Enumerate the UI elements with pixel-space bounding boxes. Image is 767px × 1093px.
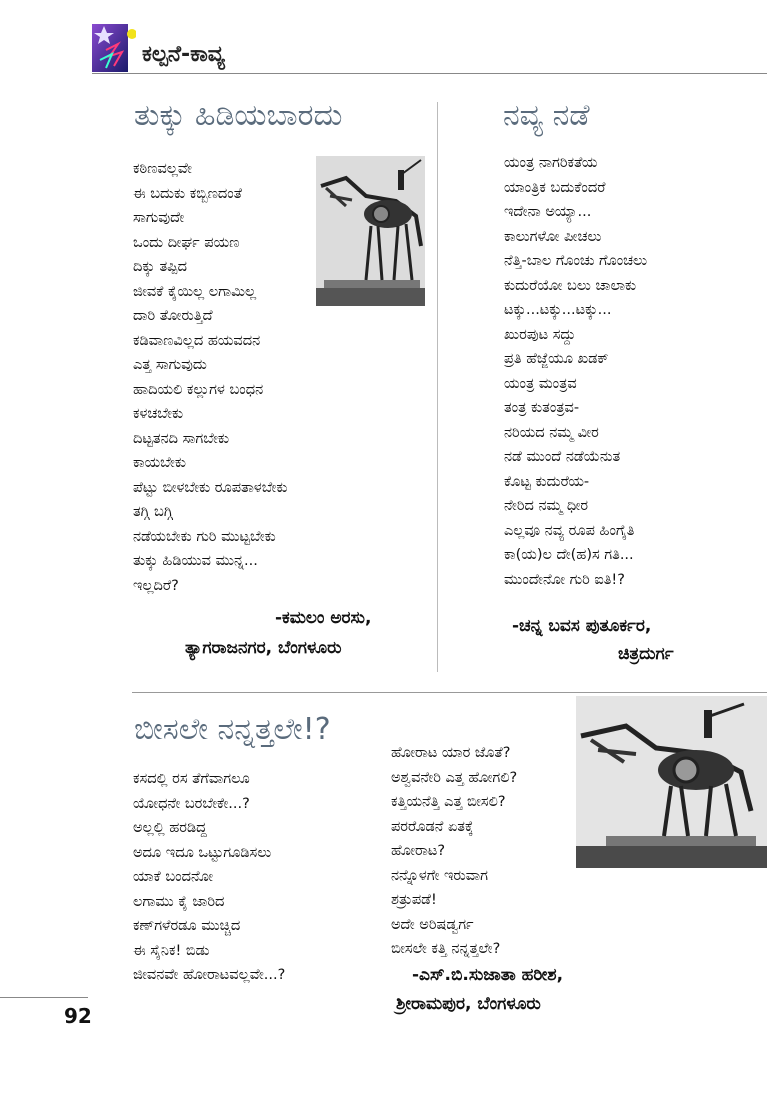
poem-line: ಅಶ್ವವನೇರಿ ಎತ್ತ ಹೋಗಲಿ? xyxy=(391,769,518,786)
poem-author-1-place: ತ್ಯಾಗರಾಜನಗರ, ಬೆಂಗಳೂರು xyxy=(185,638,342,658)
horse-sculpture-image xyxy=(316,156,425,306)
poem-line: ಯಂತ್ರ ಮಂತ್ರವ xyxy=(504,375,577,392)
poem-line: ಈ ಸೈನಿಕ! ಬಿಡು xyxy=(133,942,210,959)
poem-author-2-place: ಚಿತ್ರದುರ್ಗ xyxy=(618,644,674,664)
section-divider xyxy=(132,692,767,693)
poem-line: ಒಂದು ದೀರ್ಘ ಪಯಣ xyxy=(133,234,240,251)
poem-line: ಕಣ್‌ಗಳೆರಡೂ ಮುಚ್ಚಿದ xyxy=(133,918,241,934)
poem-line: ಟಕ್ಕು...ಟಕ್ಕು...ಟಕ್ಕು... xyxy=(504,302,612,318)
poem-line: ಕತ್ತಿಯನೆತ್ತಿ ಎತ್ತ ಬೀಸಲಿ? xyxy=(391,794,506,810)
poem-line: ಖುರಪುಟ ಸದ್ದು xyxy=(504,326,576,343)
poem-line: ಯಂತ್ರ ನಾಗರಿಕತೆಯ xyxy=(504,155,598,171)
poem-author-1-name: -ಕಮಲಂ ಅರಸು, xyxy=(275,608,372,628)
poem-line: ಕಡಿವಾಣವಿಲ್ಲದ ಹಯವದನ xyxy=(133,332,261,349)
poem-body-1 xyxy=(133,157,288,598)
poem-line: ಇಲ್ಲದಿರೆ? xyxy=(133,577,179,594)
poem-title-3: ಬೀಸಲೇ ನನ್ನತ್ತಲೇ!? xyxy=(134,712,331,747)
poem-title-1: ತುಕ್ಕು ಹಿಡಿಯಬಾರದು xyxy=(134,98,343,133)
poem-line: ಪ್ರತಿ ಹೆಜ್ಜೆಯೂ ಖಡಕ್ xyxy=(504,351,609,367)
poem-line: ಕಳಚಬೇಕು xyxy=(133,406,184,422)
poem-line: ಶತ್ರುಪಡೆ! xyxy=(391,892,437,908)
poem-line: ಇದೇನಾ ಅಯ್ಯಾ... xyxy=(504,204,592,220)
poem-author-3-name: -ಎಸ್.ಬಿ.ಸುಜಾತಾ ಹರೀಶ, xyxy=(412,965,564,985)
horse-sculpture-image-2 xyxy=(576,696,767,868)
poem-line: ಕಸದಲ್ಲಿ ರಸ ತೆಗೆವಾಗಲೂ xyxy=(133,771,250,787)
poem-line: ಯಾಂತ್ರಿಕ ಬದುಕೆಂದರೆ xyxy=(504,179,606,196)
poem-line: ದಿಕ್ಕು ತಪ್ಪಿದ xyxy=(133,259,187,275)
poem-line: ಹೋರಾಟ ಯಾರ ಜೊತೆ? xyxy=(391,745,511,761)
poem-line: ಎಲ್ಲವೂ ನವ್ಯ ರೂಪ ಹಿಂಗೈತಿ xyxy=(504,522,635,539)
poem-line: ಜೀವನವೇ ಹೋರಾಟವಲ್ಲವೇ...? xyxy=(133,967,286,983)
poem-title-2: ನವ್ಯ ನಡೆ xyxy=(503,98,590,133)
section-title: ಕಲ್ಪನೆ-ಕಾವ್ಯ xyxy=(142,42,225,67)
poem-line: ದಿಟ್ಟತನದಿ ಸಾಗಬೇಕು xyxy=(133,430,230,447)
poem-author-2-name: -ಚನ್ನ ಬವಸ ಪುತೂರ್ಕರ, xyxy=(512,616,652,636)
section-logo-icon xyxy=(92,20,136,72)
column-divider xyxy=(437,102,438,672)
poem-line: ಅದೂ ಇದೂ ಒಟ್ಟುಗೂಡಿಸಲು xyxy=(133,844,272,861)
poem-body-3-left xyxy=(133,767,285,988)
poem-body-2 xyxy=(504,151,647,592)
poem-body-3-right xyxy=(391,741,517,962)
poem-line: ನನ್ನೊಳಗೇ ಇರುವಾಗ xyxy=(391,867,488,884)
page-number: 92 xyxy=(64,1004,92,1028)
poem-line: ಕೊಟ್ಟ ಕುದುರೆಯ- xyxy=(504,473,590,490)
poem-line: ಕಾಲುಗಳೋ ಪೀಚಲು xyxy=(504,228,602,245)
poem-line: ನರಿಯದ ನಮ್ಮ ವೀರ xyxy=(504,424,599,441)
poem-line: ಎತ್ತ ಸಾಗುವುದು xyxy=(133,357,207,373)
poem-line: ಹಾದಿಯಲಿ ಕಲ್ಲುಗಳ ಬಂಧನ xyxy=(133,381,264,398)
poem-line: ಪರರೊಡನೆ ಏತಕ್ಕೆ xyxy=(391,818,474,835)
poem-line: ಅಲ್ಲಲ್ಲಿ ಹರಡಿದ್ದ xyxy=(133,820,207,836)
poem-line: ಲಗಾಮು ಕೈ ಜಾರಿದ xyxy=(133,893,225,910)
poem-line: ತಗ್ಗಿ ಬಗ್ಗಿ xyxy=(133,504,173,520)
poem-line: ಹೋರಾಟ? xyxy=(391,843,446,859)
poem-line: ಪೆಟ್ಟು ಬೀಳಬೇಕು ರೂಪತಾಳಬೇಕು xyxy=(133,479,288,496)
poem-line: ತುಕ್ಕು ಹಿಡಿಯುವ ಮುನ್ನ... xyxy=(133,553,258,569)
poem-line: ಮುಂದೇನೋ ಗುರಿ ಐತಿ!? xyxy=(504,571,625,588)
page-number-rule xyxy=(0,997,88,998)
poem-line: ತಂತ್ರ ಕುತಂತ್ರವ- xyxy=(504,400,580,416)
poem-line: ಜೀವಕೆ ಕೈಯಿಲ್ಲ ಲಗಾಮಿಲ್ಲ xyxy=(133,283,257,300)
poem-line: ನೆತ್ತಿ-ಬಾಲ ಗೊಂಚು ಗೊಂಚಲು xyxy=(504,253,648,269)
poem-line: ನೇರಿದ ನಮ್ಮ ಧೀರ xyxy=(504,498,589,514)
header-divider xyxy=(92,73,767,74)
poem-line: ಕಠಿಣವಲ್ಲವೇ xyxy=(133,161,192,177)
poem-line: ದಾರಿ ತೋರುತ್ತಿದೆ xyxy=(133,308,213,324)
poem-line: ನಡೆಯಬೇಕು ಗುರಿ ಮುಟ್ಟಬೇಕು xyxy=(133,528,276,545)
poem-line: ಈ ಬದುಕು ಕಬ್ಬಿಣದಂತೆ xyxy=(133,185,242,202)
poem-line: ನಡೆ ಮುಂದೆ ನಡೆಯೆನುತ xyxy=(504,449,621,465)
poem-line: ಕಾ(ಯ)ಲ ದೇ(ಹ)ಸ ಗತಿ... xyxy=(504,547,634,563)
poem-line: ಯೋಧನೇ ಬರಬೇಕೇ...? xyxy=(133,795,250,812)
poem-line: ಸಾಗುವುದೇ xyxy=(133,210,185,226)
poem-line: ಬೀಸಲೇ ಕತ್ತಿ ನನ್ನತ್ತಲೇ? xyxy=(391,941,501,957)
poem-line: ಅದೇ ಅರಿಷಡ್ವರ್ಗ xyxy=(391,916,474,933)
poem-line: ಯಾಕೆ ಬಂದನೋ xyxy=(133,869,214,885)
poem-author-3-place: ಶ್ರೀರಾಮಪುರ, ಬೆಂಗಳೂರು xyxy=(396,994,541,1014)
poem-line: ಕುದುರೆಯೋ ಬಲು ಚಾಲಾಕು xyxy=(504,277,637,294)
poem-line: ಕಾಯಬೇಕು xyxy=(133,455,186,471)
